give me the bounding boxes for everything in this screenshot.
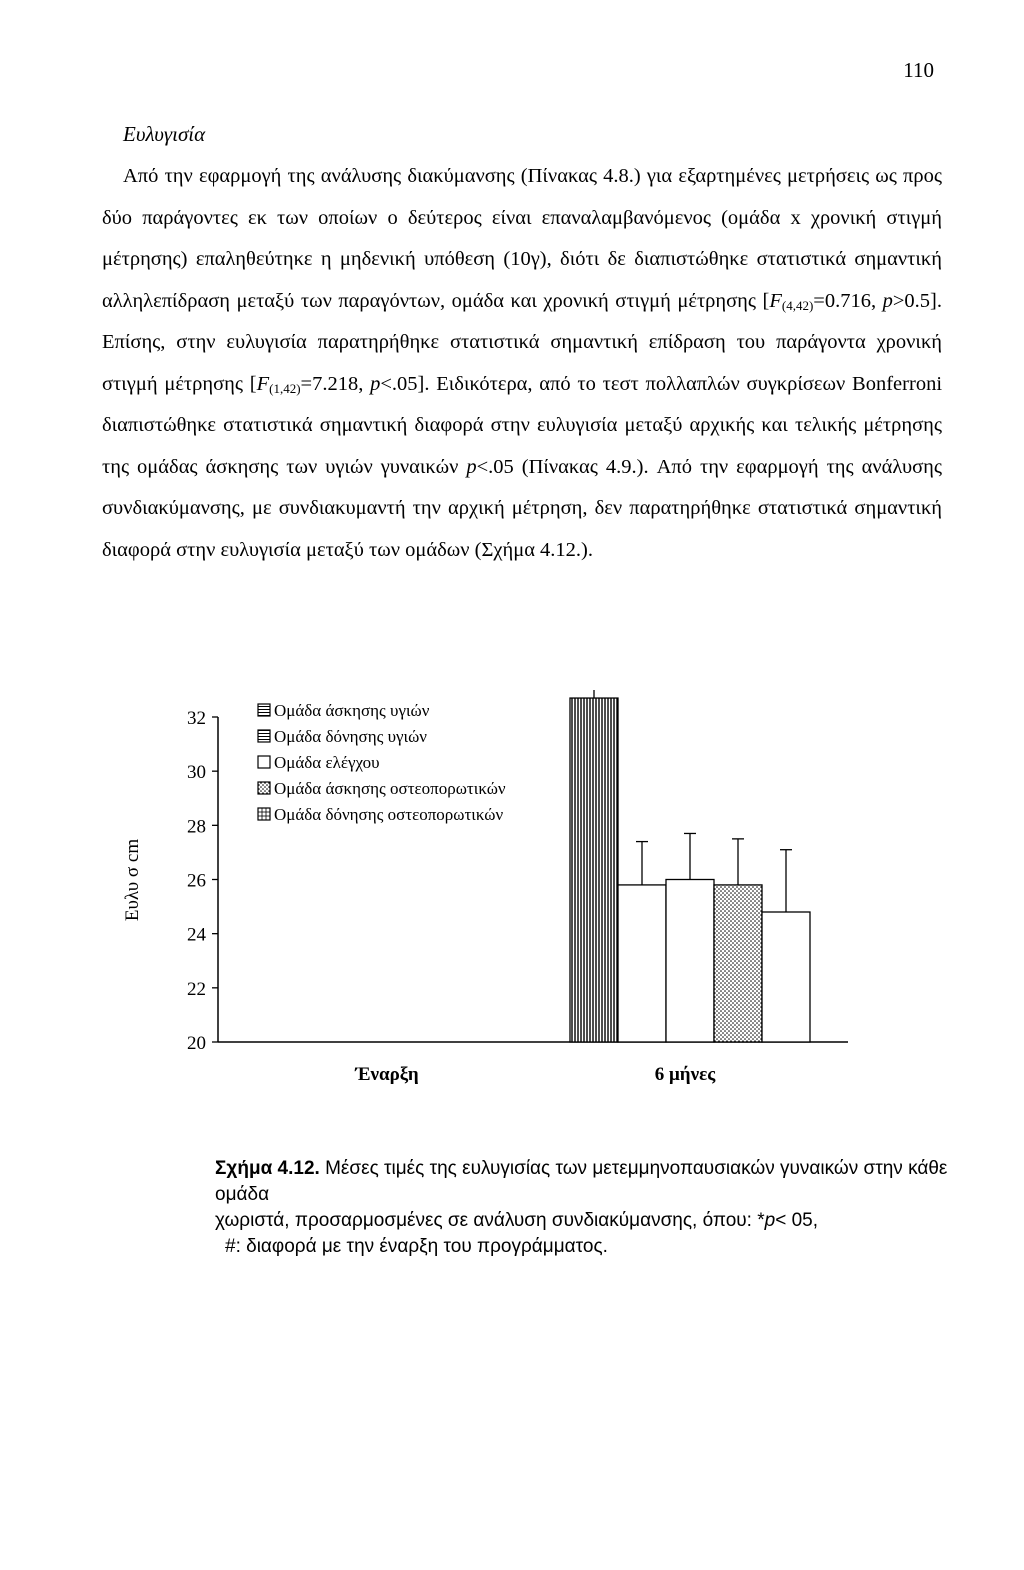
flexibility-chart bbox=[100, 690, 900, 1110]
legend-label: Ομάδα δόνησης υγιών bbox=[274, 727, 427, 746]
bar bbox=[714, 885, 762, 1042]
y-tick-label: 32 bbox=[187, 708, 206, 729]
caption-text: Μέσες τιμές της ευλυγισίας των μετεμμηνοπαυσιακών γυναικών στην κάθε ομάδα bbox=[215, 1158, 948, 1205]
section-title: Ευλυγισία bbox=[123, 122, 206, 146]
legend-label: Ομάδα άσκησης οστεοπορωτικών bbox=[274, 779, 506, 798]
bar bbox=[570, 698, 618, 1042]
y-tick-label: 22 bbox=[187, 978, 206, 1000]
y-axis-label: Ευλυ σ cm bbox=[122, 838, 143, 922]
x-category-label: Έναρξη bbox=[355, 1064, 419, 1085]
y-tick-label: 20 bbox=[187, 1033, 206, 1054]
figure-caption: Σχήμα 4.12. Μέσες τιμές της ευλυγισίας των μετεμμηνοπαυσιακών γυναικών στην κάθε ομάδα χωριστά, προσαρμοσμένες σε ανάλυση συνδιακύμανσης, όπου: *p< 05, #: διαφορά με την έναρξη του προγράμματος. bbox=[215, 1158, 948, 1257]
y-tick-label: 26 bbox=[187, 870, 206, 892]
y-tick-label: 28 bbox=[187, 816, 206, 838]
legend-label: Ομάδα άσκησης υγιών bbox=[274, 701, 430, 720]
legend-swatch bbox=[258, 808, 270, 820]
bar bbox=[666, 880, 714, 1043]
body-paragraph: Από την εφαρμογή της ανάλυσης διακύμανσης (Πίνακας 4.8.) για εξαρτημένες μετρήσεις ως προς δύο παράγοντες εκ των οποίων ο δεύτερος είναι επαναλαμβανόμενος (ομάδα x χρονική στιγμή μέτρησης) επαληθεύτηκε η μηδενική υπόθεση (10γ), διότι δε διαπιστώθηκε στατιστικά σημαντική αλληλεπίδραση μεταξύ των παραγόντων, ομάδα και χρονική στιγμή μέτρησης [$F_{(4,42)}=0.716$, p>0.5]. Επίσης, στην ευλυγισία παρατηρήθηκε στατιστικά σημαντική επίδραση του παράγοντα χρονική στιγμή μέτρησης [$F_{(1,42)}=7.218$, p<.05]. Ειδικότερα, από το τεστ πολλαπλών συγκρίσεων Bonferroni διαπιστώθηκε στατιστικά σημαντική διαφορά στην ευλυγισία μεταξύ αρχικής και τελικής μέτρησης της ομάδας άσκησης των υγιών γυναικών p<.05 (Πίνακας 4.9.). Από την εφαρμογή της ανάλυσης συνδιακύμανσης, με συνδιακυμαντή την αρχική μέτρηση, δεν παρατηρήθηκε στατιστικά σημαντική διαφορά στην ευλυγισία μεταξύ των ομάδων (Σχήμα 4.12.). bbox=[102, 165, 943, 561]
legend-swatch bbox=[258, 704, 270, 716]
legend-label: Ομάδα ελέγχου bbox=[274, 753, 380, 772]
bar bbox=[618, 885, 666, 1042]
legend-swatch bbox=[258, 756, 270, 768]
bar bbox=[762, 912, 810, 1042]
legend-label: Ομάδα δόνησης οστεοπορωτικών bbox=[274, 805, 504, 824]
caption-label: Σχήμα 4.12. bbox=[215, 1158, 320, 1179]
page-number: 110 bbox=[903, 58, 934, 82]
x-category-label: 6 μήνες bbox=[654, 1064, 716, 1085]
legend-swatch bbox=[258, 782, 270, 794]
legend-swatch bbox=[258, 730, 270, 742]
y-tick-label: 24 bbox=[187, 924, 206, 946]
y-tick-label: 30 bbox=[187, 762, 206, 784]
